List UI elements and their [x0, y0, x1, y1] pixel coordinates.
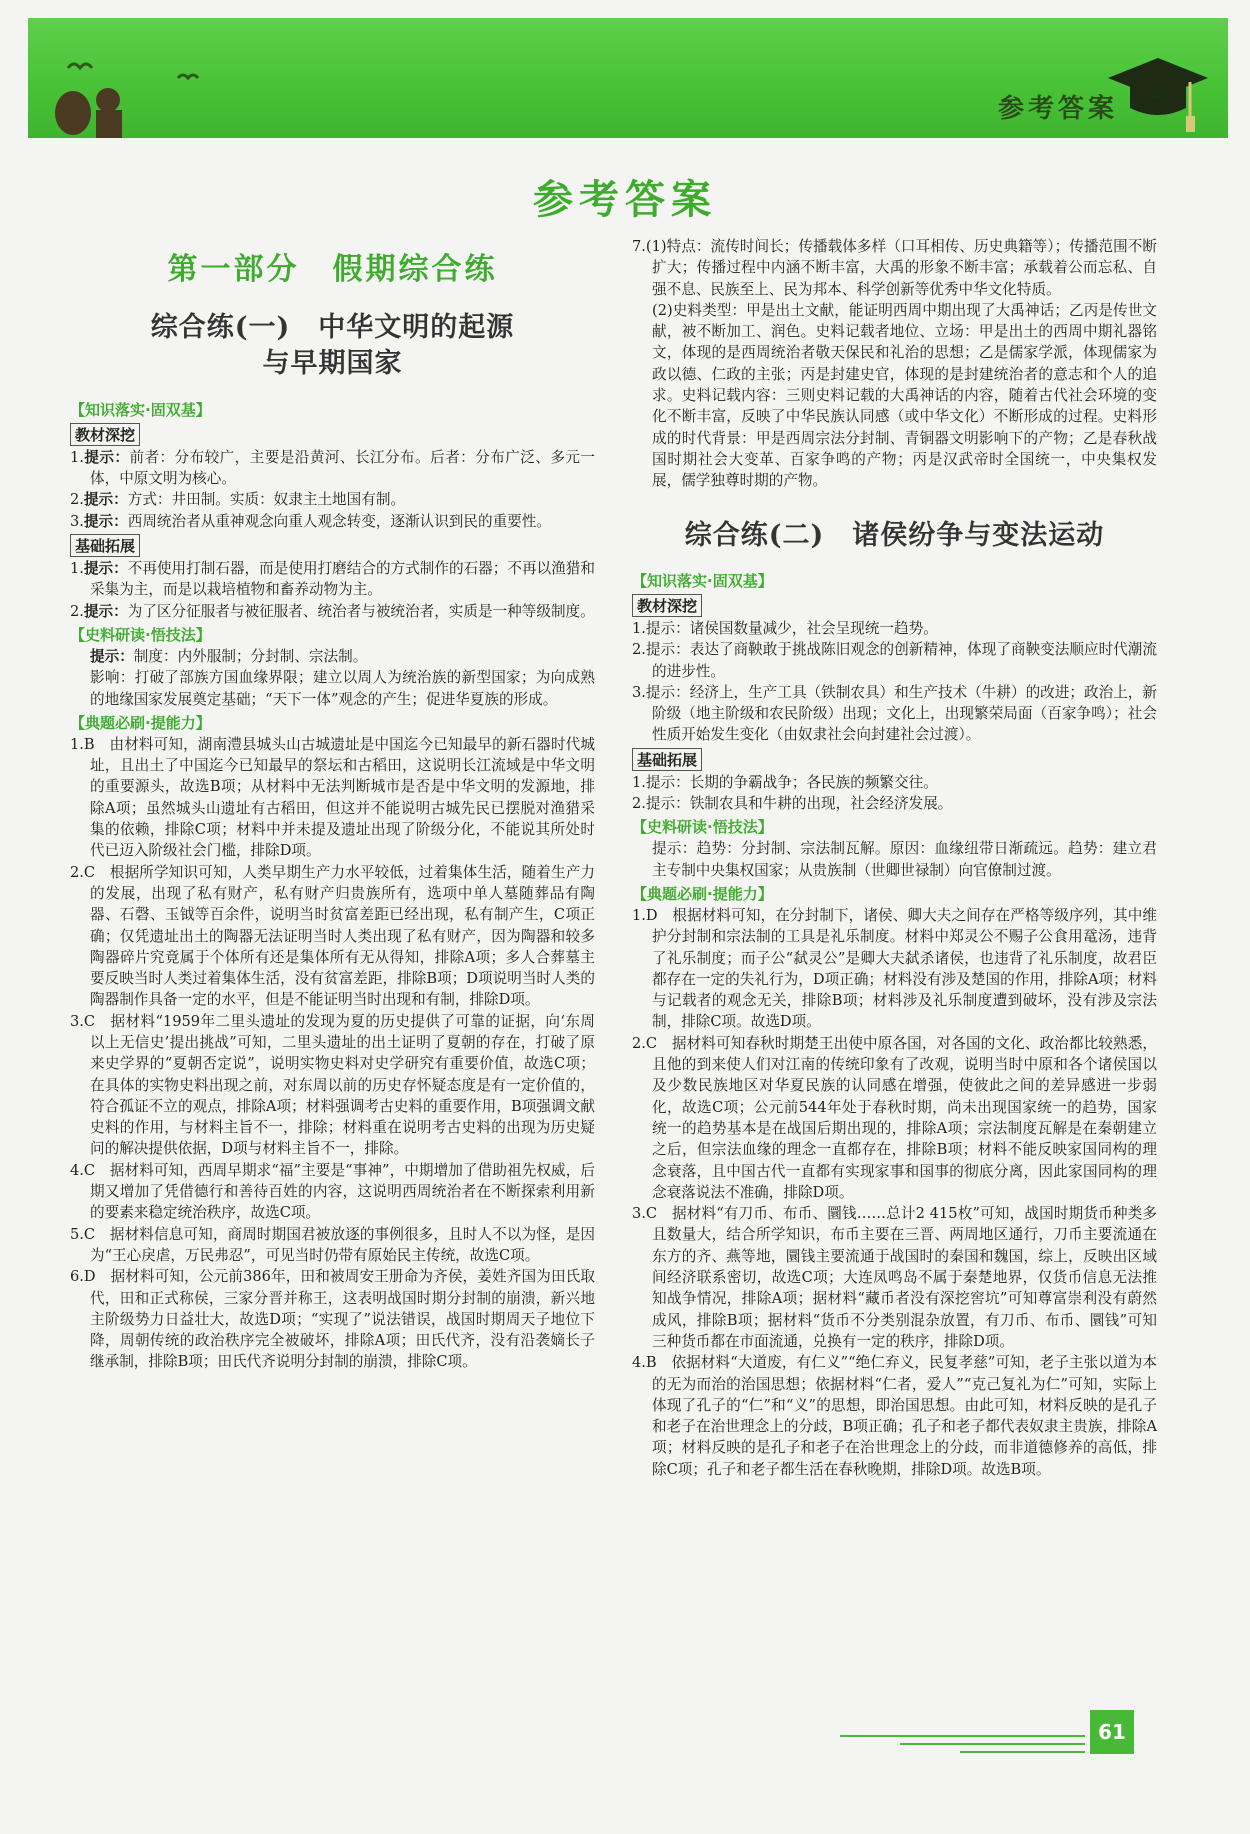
answer-item: 2.C 据材料可知春秋时期楚王出使中原各国，对各国的文化、政治都比较熟悉，且他的到来使人们对江南的传统印象有了改观，说明当时中原和各个诸侯国以及少数民族地区对华夏民族的认同感在增强，使彼此之间的差异感进一步弱化，故选C项；公元前544年处于春秋时期，尚未出现国家统一的趋势，国家统一的趋势基本是在战国后期出现的，排除A项；宗法制度瓦解是在秦朝建立之后，但宗法血缘的理念一直都存在，排除B项；材料不能反映家国同构的理念衰落，且中国古代一直都有实现家事和国事的彻底分离，因此家国同构的理念衰落说法不准确，排除D项。: [632, 1034, 1157, 1201]
part-title: 第一部分 假期综合练: [167, 252, 498, 287]
answer-item: 1.提示：诸侯国数量减少，社会呈现统一趋势。: [632, 620, 938, 637]
answer-item: (2)史料类型：甲是出土文献，能证明西周中期出现了大禹神话；乙丙是传世文献，被不断加工、润色。史料记载者地位、立场：甲是出土的西周中期礼器铭文，体现的是西周统治者敬天保民和礼治的思想；乙是儒家学派，体现儒家为政以德、仁政的主张；丙是封建史官，体现的是封建统治者的意志和个人的追求。史料记载内容：三则史料记载的大禹神话的内容，随着古代社会环境的变化不断丰富，反映了中华民族认同感（或中华文化）不断形成的过程。史料形成的时代背景：甲是西周宗法分封制、青铜器文明影响下的产物；乙是春秋战国时期社会大变革、百家争鸣的产物；丙是汉武帝时全国统一，中央集权发展，儒学独尊时期的产物。: [652, 301, 1157, 490]
answer-text: 方式：井田制。实质：奴隶主土地国有制。: [127, 491, 406, 509]
answer-item: 2.提示：表达了商鞅敢于挑战陈旧观念的创新精神，体现了商鞅变法顺应时代潮流的进步性。: [632, 641, 1157, 680]
answer-text: 前者：分布较广，主要是沿黄河、长江分布。后者：分布广泛、多元一体，中原文明为核心。: [90, 448, 595, 488]
footer-lines-decoration: [840, 1728, 1090, 1768]
answer-item: [70, 601, 595, 622]
hint-label: 提示：: [83, 448, 130, 466]
tag-sources: 【史料研读·悟技法】: [70, 625, 211, 644]
answer-item: 4.B 依据材料“大道废，有仁义”“绝仁弃义，民复孝慈”可知，老子主张以道为本的无为而治的治国思想；依据材料“仁者，爱人”“克己复礼为仁”可知，实际上体现了孔子的“仁”和“义”的思想，即治国思想。由此可知，材料反映的是孔子和老子在治世理念上的分歧，B项正确；孔子和老子都代表奴隶主贵族，排除A项；材料反映的是孔子和老子在治世理念上的分歧，而非道德修养的高低，排除C项；孔子和老子都生活在春秋晚期，排除D项。故选B项。: [632, 1354, 1157, 1478]
box-textbook: 教材深挖: [70, 423, 140, 446]
answer-text: 制度：内外服制；分封制、宗法制。: [133, 647, 368, 665]
answer-text: 西周统治者从重神观念向重人观念转变，逐渐认识到民的重要性。: [127, 512, 551, 530]
answer-item: [70, 511, 595, 532]
answer-item: 3.提示：经济上，生产工具（铁制农具）和生产技术（牛耕）的改进；政治上，新阶级（地主阶级和农民阶级）出现；文化上，出现繁荣局面（百家争鸣）；社会性质开始发生变化（由奴隶社会向封建社会过渡）。: [632, 683, 1157, 744]
header-banner: [28, 18, 1228, 138]
answer-item: 7.(1)特点：流传时间长；传播载体多样（口耳相传、历史典籍等）；传播范围不断扩大；传播过程中内涵不断丰富，大禹的形象不断丰富；承载着公而忘私、自强不息、民族至上、民为邦本、科学创新等优秀中华文化特质。: [632, 238, 1157, 298]
hint-label: 提示：: [83, 491, 128, 509]
answer-item: 4.C 据材料可知，西周早期求“福”主要是“事神”，中期增加了借助祖先权威，后期又增加了凭借德行和善待百姓的内容，这说明西周统治者在不断探索利用新的要素来稳定统治秩序，故选C项。: [70, 1161, 595, 1222]
page-title: 参考答案: [533, 177, 717, 223]
answer-number: 2.: [70, 602, 84, 620]
answer-item: 1.D 根据材料可知，在分封制下，诸侯、卿大夫之间存在严格等级序列，其中维护分封制和宗法制的工具是礼乐制度。材料中郑灵公不赐子公食用鼋汤，违背了礼乐制度；而子公“弑灵公”是卿大夫弑杀诸侯，也违背了礼乐制度，故君臣都存在一定的失礼行为，D项正确；材料没有涉及楚国的作用，排除A项；材料与记载者的观念无关，排除B项；材料涉及礼乐制度遭到破坏，没有涉及宗法制，排除C项。故选D项。: [632, 906, 1157, 1031]
page-number: 61: [1090, 1710, 1134, 1754]
answer-number: 1.: [70, 560, 84, 578]
answer-item: [70, 489, 595, 510]
section-title-2: 综合练(二) 诸侯纷争与变法运动: [684, 519, 1105, 551]
answer-item: 提示：趋势：分封制、宗法制瓦解。原因：血缘纽带日渐疏远。趋势：建立君主专制中央集权国家；从贵族制（世卿世禄制）向官僚制过渡。: [652, 840, 1157, 879]
section-title-1-line2: 与早期国家: [262, 348, 403, 380]
answer-item: [70, 447, 595, 490]
hint-label: 提示：: [83, 602, 128, 620]
box-basic: 基础拓展: [632, 748, 702, 771]
answer-item: 影响：打破了部族方国血缘界限；建立以周人为统治族的新型国家；为向成熟的地缘国家发展奠定基础；“天下一体”观念的产生；促进华夏族的形成。: [90, 669, 595, 708]
graduation-cap-icon: [1108, 48, 1208, 138]
header-label: 参考答案: [997, 94, 1118, 124]
tag-knowledge: 【知识落实·固双基】: [70, 400, 211, 419]
left-column: [70, 236, 595, 1373]
answer-item: 1.B 由材料可知，湖南澧县城头山古城遗址是中国迄今已知最早的新石器时代城址，且出土了中国迄今已知最早的祭坛和古稻田，这说明长江流域是中华文明的重要源头，故选B项；从材料中无法判断城市是否是中华文明的发源地，排除A项；虽然城头山遗址有古稻田，但这并不能说明古城先民已摆脱对渔猎采集的依赖，排除C项；材料中并未提及遗址出现了阶级分化，不能说其所处时代已迈入阶级社会门槛，排除D项。: [70, 735, 595, 860]
answer-item: [70, 558, 595, 601]
hint-label: 提示：: [83, 512, 128, 530]
answer-item: 3.C 据材料“1959年二里头遗址的发现为夏的历史提供了可靠的证据，向‘东周以上无信史’提出挑战”可知，二里头遗址的出土证明了夏朝的存在，打破了原来史学界的“夏朝否定说”，说明实物史料对史学研究有重要价值，故选C项；在具体的实物史料出现之前，对东周以前的历史存怀疑态度是有一定价值的，符合孤证不立的观点，排除A项；材料强调考古史料的重要作用，B项强调文献史料的作用，与材料主旨不一，排除；材料重在说明考古史料的出现为历史疑问的解决提供依据，D项与材料主旨不一，排除。: [70, 1012, 595, 1158]
answer-text: 不再使用打制石器，而是使用打磨结合的方式制作的石器；不再以渔猎和采集为主，而是以栽培植物和畜养动物为主。: [90, 560, 595, 599]
answer-number: 3.: [70, 512, 84, 530]
tag-classic: 【典题必刷·提能力】: [70, 713, 211, 732]
answer-item: 1.提示：长期的争霸战争；各民族的频繁交往。: [632, 773, 938, 791]
hint-label: 提示：: [90, 647, 134, 665]
answer-item: 3.C 据材料“有刀币、布币、圜钱……总计2 415枚”可知，战国时期货币种类多且数量大，结合所学知识，布币主要在三晋、两周地区通行，刀币主要流通在东方的齐、燕等地，圜钱主要流通于战国时的秦国和魏国，综上，反映出区域间经济联系密切，故选C项；大连凤鸣岛不属于秦楚地界，仅货币信息无法推知战争情况，排除A项；据材料“藏币者没有深挖窖坑”可知尊富崇利没有蔚然成风，排除B项；据材料“货币不分类别混杂放置，有刀币、布币、圜钱”可知三种货币都在市面流通，兑换有一定的秩序，排除D项。: [632, 1205, 1157, 1350]
answer-item: 2.C 根据所学知识可知，人类早期生产力水平较低，过着集体生活，随着生产力的发展，出现了私有财产，私有财产归贵族所有，选项中单人墓随葬品有陶器、石磬、玉钺等百余件，说明当时贫富差距已经出现，私有制产生，C项正确；仅凭遗址出土的陶器无法证明当时人类出现了私有财产，因为陶器和较多陶器碎片究竟属于个体所有还是集体所有无从得知，排除A项；多人合葬墓主要反映当时人类过着集体生活，没有贫富差距，排除B项；D项说明当时人类的陶器制作具备一定的水平，但是不能证明当时出现和有制，排除D项。: [70, 863, 595, 1009]
answer-item: 5.C 据材料信息可知，商周时期国君被放逐的事例很多，且时人不以为怪，是因为“王心戾虐，万民弗忍”，可见当时仍带有原始民主传统，故选C项。: [70, 1225, 595, 1264]
tag-knowledge: 【知识落实·固双基】: [632, 572, 773, 590]
box-basic: 基础拓展: [70, 534, 140, 557]
section-title-1-line1: 综合练(一) 中华文明的起源: [150, 312, 515, 343]
tag-sources: 【史料研读·悟技法】: [632, 818, 773, 837]
children-silhouette-icon: [48, 78, 138, 138]
answer-text: 为了区分征服者与被征服者、统治者与被统治者，实质是一种等级制度。: [127, 602, 595, 620]
answer-number: 2.: [70, 491, 84, 509]
answer-item: [70, 646, 595, 667]
answer-item: 2.提示：铁制农具和牛耕的出现，社会经济发展。: [632, 795, 953, 813]
tag-classic: 【典题必刷·提能力】: [632, 884, 773, 903]
hint-label: 提示：: [83, 560, 128, 578]
right-column: [632, 236, 1157, 1480]
section-title-1: [70, 310, 595, 383]
answer-item: 6.D 据材料可知，公元前386年，田和被周安王册命为齐侯，姜姓齐国为田氏取代，田和正式称侯，三家分晋并称王，这表明战国时期分封制的崩溃，新兴地主阶级势力日益壮大，故选D项；“实现了”说法错误，战国时期周天子地位下降，周朝传统的政治秩序完全被破坏，排除A项；田氏代齐，没有沿袭嫡长子继承制，排除B项；田氏代齐说明分封制的崩溃，排除C项。: [70, 1268, 595, 1371]
box-textbook: 教材深挖: [632, 594, 702, 617]
answer-number: 1.: [70, 448, 84, 466]
